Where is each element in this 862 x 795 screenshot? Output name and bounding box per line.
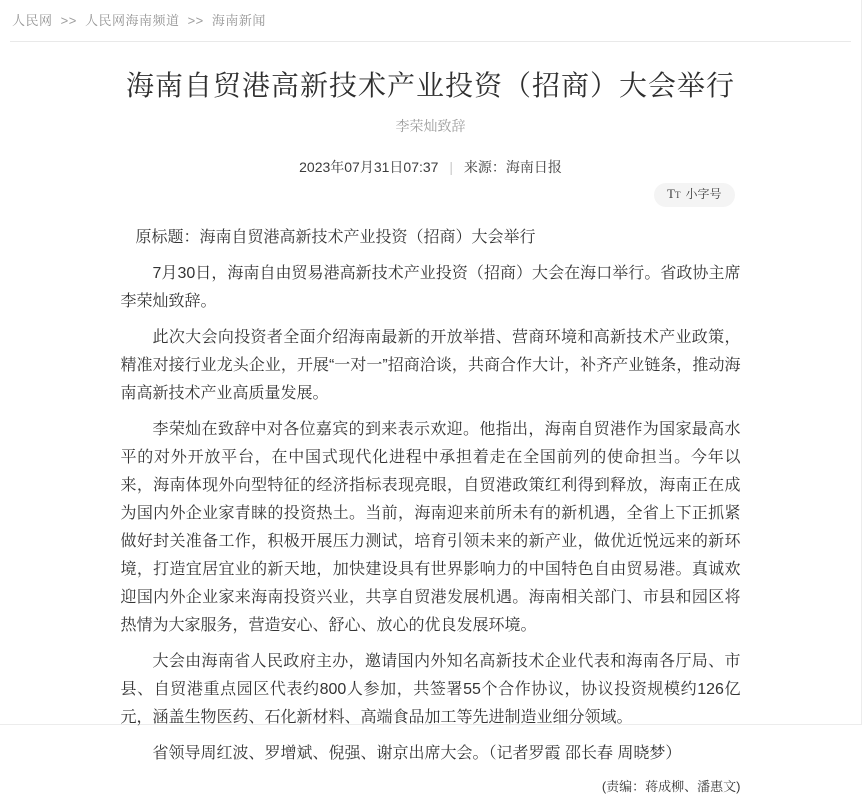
article-meta — [0, 157, 861, 177]
breadcrumb — [0, 0, 861, 38]
article-toolbar — [121, 183, 741, 207]
article-subtitle: 李荣灿致辞 — [395, 118, 466, 134]
article-paragraph: 省领导周红波、罗增斌、倪强、谢京出席大会。（记者罗霞 邵长春 周晓梦） — [152, 745, 682, 762]
breadcrumb-separator: >> — [187, 13, 204, 28]
editor-note: (责编：蒋成柳、潘惠文) — [601, 779, 741, 794]
font-size-button[interactable] — [654, 183, 734, 207]
breadcrumb-link-peoplecn[interactable]: 人民网 — [12, 13, 53, 28]
original-title-line: 原标题：海南自贸港高新技术产业投资（招商）大会举行 — [135, 229, 536, 246]
breadcrumb-separator: >> — [60, 13, 77, 28]
article-paragraph: 李荣灿在致辞中对各位嘉宾的到来表示欢迎。他指出，海南自贸港作为国家最高水平的对外开放平台，在中国式现代化进程中承担着走在全国前列的使命担当。今年以来，海南体现外向型特征的经济指标表现亮眼，自贸港政策红利得到释放，海南正在成为国内外企业家青睐的投资热土。当前，海南迎来前所未有的新机遇，全省上下正抓紧做好封关准备工作，积极开展压力测试，培育引领未来的新产业，做优近悦远来的新环境，打造宜居宜业的新天地，加快建设具有世界影响力的中国特色自由贸易港。真诚欢迎国内外企业家来海南投资兴业，共享自贸港发展机遇。海南相关部门、市县和园区将热情为大家服务，营造安心、舒心、放心的优良发展环境。 — [120, 421, 741, 634]
font-size-icon: TT — [667, 186, 681, 201]
article-header — [0, 69, 861, 177]
publish-datetime: 2023年07月31日07:37 — [299, 159, 439, 175]
meta-divider: | — [449, 159, 453, 175]
page-title: 海南自贸港高新技术产业投资（招商）大会举行 — [125, 70, 735, 101]
breadcrumb-link-hainan-news[interactable]: 海南新闻 — [211, 13, 266, 28]
article-paragraph: 大会由海南省人民政府主办，邀请国内外知名高新技术企业代表和海南各厅局、市县、自贸港重点园区代表约800人参加，共签署55个合作协议，协议投资规模约126亿元，涵盖生物医药、石化新材料、高端食品加工等先进制造业细分领域。 — [120, 653, 741, 726]
breadcrumb-link-hainan-channel[interactable]: 人民网海南频道 — [84, 13, 180, 28]
font-size-label: 小字号 — [685, 187, 722, 201]
article-paragraph: 此次大会向投资者全面介绍海南最新的开放举措、营商环境和高新技术产业政策，精准对接行业龙头企业，开展“一对一”招商洽谈，共商合作大计，补齐产业链条，推动海南高新技术产业高质量发展。 — [120, 329, 741, 402]
source-label: 来源： — [463, 159, 506, 175]
article-body — [121, 224, 741, 768]
article-paragraph: 7月30日，海南自由贸易港高新技术产业投资（招商）大会在海口举行。省政协主席李荣灿致辞。 — [120, 265, 741, 310]
header-divider — [10, 41, 851, 42]
source-link[interactable]: 海南日报 — [505, 159, 562, 175]
